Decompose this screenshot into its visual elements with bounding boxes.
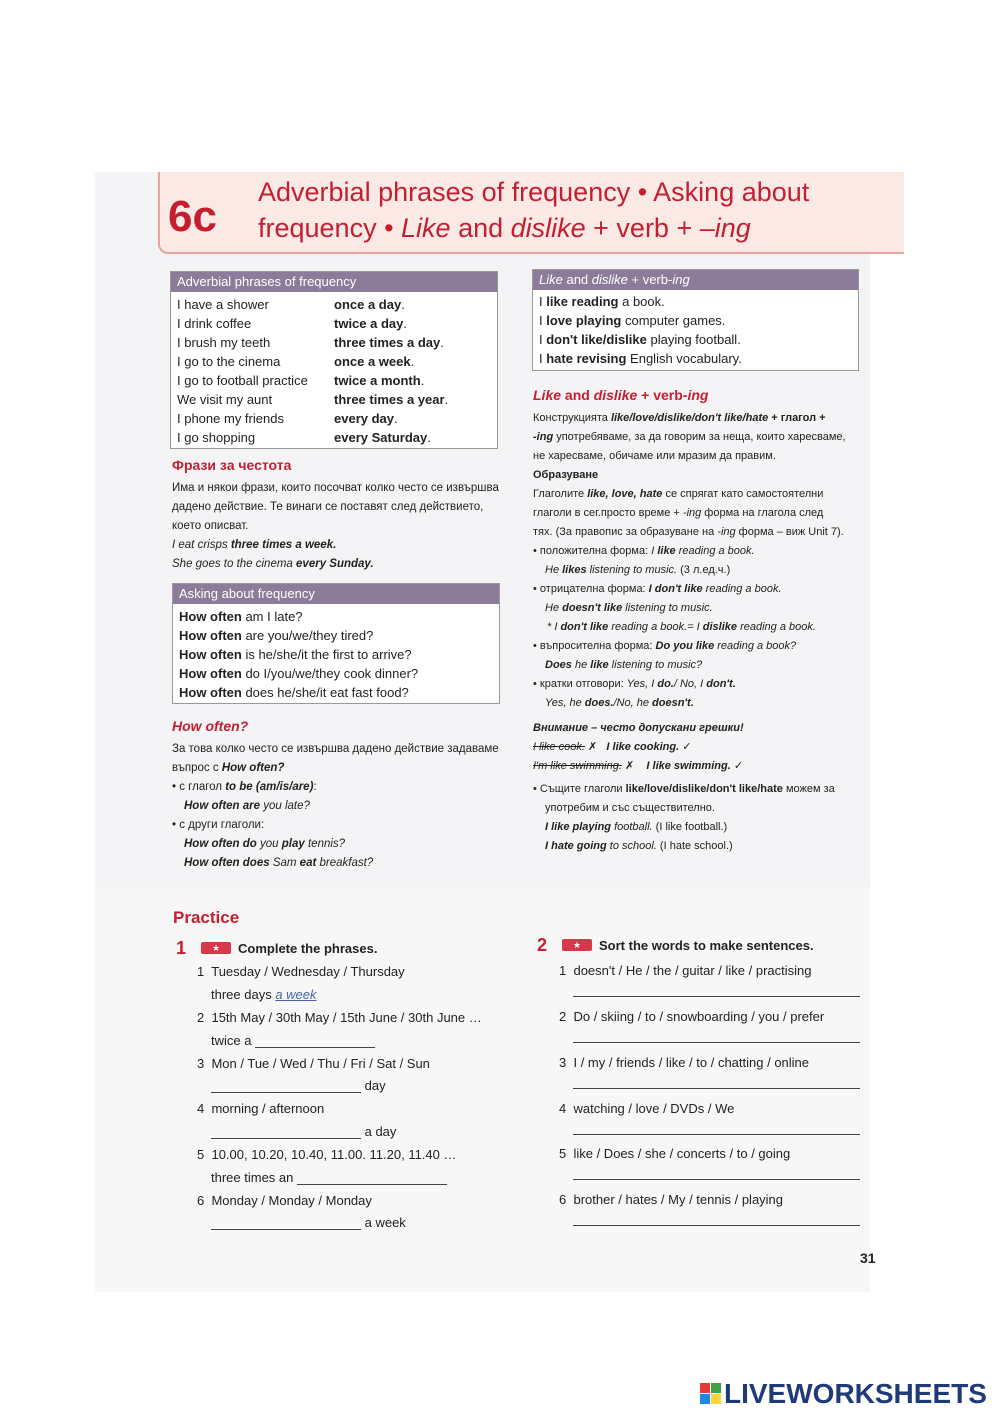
row-text: I brush my teeth: [177, 335, 271, 350]
item-number: 2: [197, 1010, 205, 1025]
title-line-2: [258, 210, 809, 246]
exercise-1-answer: [211, 1033, 375, 1048]
row-end: .: [410, 354, 415, 369]
example-line: [172, 536, 502, 555]
how-often: How often: [179, 609, 242, 624]
how-often: How often: [179, 685, 242, 700]
row-end: .: [420, 373, 425, 388]
text-part: he: [571, 659, 591, 671]
row-text: I: [539, 294, 547, 309]
text-part: глаголи в сег.просто време +: [533, 507, 683, 519]
how-often-text: [172, 740, 512, 873]
text-part: (3 л.ед.ч.): [677, 564, 731, 576]
page-number: 31: [860, 1250, 876, 1266]
item-number: 4: [197, 1101, 205, 1116]
like-section-title: [533, 387, 708, 403]
text-line: дадено действие. Те винаги се поставят след действието,: [172, 501, 484, 513]
example-line: [172, 854, 512, 873]
answer-line[interactable]: [573, 1225, 860, 1226]
exercise-2-item: [559, 1101, 734, 1116]
row-text: I phone my friends: [177, 411, 284, 426]
frequency-box: [170, 271, 498, 449]
text-part: -ing: [533, 431, 554, 443]
frequency-row: [171, 390, 497, 409]
exercise-1-answer: [211, 1078, 386, 1093]
unit-title: [258, 174, 809, 246]
text-part: How often do: [184, 838, 257, 850]
text-part: He: [545, 564, 563, 576]
example-line: [533, 599, 868, 618]
item-question: doesn't / He / the / guitar / like / practising: [573, 963, 812, 978]
like-box: [532, 269, 859, 371]
exercise-1-answer: [211, 1124, 396, 1139]
asking-box: [172, 583, 500, 704]
answer-line[interactable]: [573, 1042, 860, 1043]
title-part: dislike: [593, 387, 638, 403]
frequency-row: [171, 295, 497, 314]
like-row: [533, 292, 858, 311]
text-line: [533, 485, 868, 504]
unit-number: 6c: [168, 192, 217, 241]
text-part: do.: [657, 678, 674, 690]
logo-icon: [700, 1383, 722, 1405]
text-part: Do you like: [655, 640, 715, 652]
frequency-rows: [171, 292, 497, 447]
how-often-title: How often?: [172, 718, 249, 734]
mistake-line: [533, 738, 868, 757]
like-box-heading: [533, 270, 858, 290]
answer-line[interactable]: [573, 1134, 860, 1135]
text-part: eat: [299, 857, 317, 869]
answer-text: a day: [361, 1124, 397, 1139]
how-often: How often: [179, 666, 242, 681]
item-number: 1: [559, 963, 567, 978]
text-part: • Същите глаголи: [533, 783, 626, 795]
text-part: listening to music.: [586, 564, 678, 576]
title-part: + verb +: [585, 213, 700, 243]
example-part: three times a week.: [230, 539, 337, 551]
row-phrase: every Saturday: [334, 430, 428, 445]
text-part: Does: [545, 659, 572, 671]
cross-icon: ✗: [584, 741, 598, 753]
asking-rows: [173, 604, 499, 702]
wrong-example: I'm like swimming.: [533, 760, 622, 772]
exercise-1-item: [197, 1101, 324, 1116]
answer-blank[interactable]: [211, 1079, 361, 1093]
text-part: -ing: [682, 507, 702, 519]
row-text: I go to the cinema: [177, 354, 281, 369]
bullet-line: [533, 542, 868, 561]
liveworksheets-logo[interactable]: [700, 1378, 987, 1410]
text-line: не харесваме, обичаме или мразим да правим.: [533, 450, 776, 462]
text-part: -ing: [717, 526, 736, 538]
answer-text: twice a: [211, 1033, 256, 1048]
row-end: .: [444, 392, 449, 407]
item-question: like / Does / she / concerts / to / going: [573, 1146, 791, 1161]
exercise-1-answer: [211, 1215, 406, 1230]
text-part: How often are: [184, 800, 261, 812]
example-line: [533, 656, 868, 675]
exercise-2-item: [559, 963, 812, 978]
text-part: / No, I: [673, 678, 707, 690]
frequency-row: [171, 428, 497, 447]
row-verb: love playing: [546, 313, 622, 328]
item-question: 10.00, 10.20, 10.40, 11.00. 11.20, 11.40 …: [211, 1147, 457, 1162]
text-part: to be (am/is/are): [225, 781, 314, 793]
text-part: форма – виж Unit 7).: [735, 526, 844, 538]
asking-row: [173, 645, 499, 664]
item-question: Mon / Tue / Wed / Thu / Fri / Sat / Sun: [211, 1056, 430, 1071]
text-part: doesn't.: [652, 697, 694, 709]
frequency-row: [171, 352, 497, 371]
text-part: + глагол +: [768, 412, 826, 424]
item-number: 3: [197, 1056, 205, 1071]
row-phrase: twice a day: [334, 316, 404, 331]
item-question: brother / hates / My / tennis / playing: [573, 1192, 784, 1207]
exercise-1-item: [197, 1056, 430, 1071]
text-part: like: [590, 659, 609, 671]
text-line: [533, 523, 868, 542]
text-part: • отрицателна форма:: [533, 583, 649, 595]
title-part: frequency •: [258, 213, 402, 243]
row-text: playing football.: [646, 332, 741, 347]
text-part: He: [545, 602, 563, 614]
row-text: are you/we/they tired?: [241, 628, 374, 643]
item-number: 1: [197, 964, 205, 979]
text-part: reading a book.: [737, 621, 816, 633]
text-part: tennis?: [304, 838, 346, 850]
exercise-1-item: [197, 964, 405, 979]
item-question: morning / afternoon: [211, 1101, 325, 1116]
item-number: 6: [559, 1192, 567, 1207]
text-part: you: [256, 838, 282, 850]
item-number: 6: [197, 1193, 205, 1208]
row-text: I have a shower: [177, 297, 269, 312]
exercise-2-number: 2: [537, 935, 548, 955]
like-row: [533, 311, 858, 330]
like-section-text: [533, 409, 868, 856]
row-phrase: three times a year: [334, 392, 445, 407]
row-end: .: [403, 316, 407, 331]
row-text: We visit my aunt: [177, 392, 273, 407]
exercise-1-item: [197, 1147, 457, 1162]
row-phrase: once a day: [334, 297, 402, 312]
text-part: does.: [584, 697, 614, 709]
text-part: you late?: [260, 800, 310, 812]
item-question: Do / skiing / to / snowboarding / you / prefer: [573, 1009, 825, 1024]
mistake-line: [533, 757, 868, 776]
bullet-line: [172, 778, 512, 797]
exercise-2-title: Sort the words to make sentences.: [599, 938, 814, 953]
title-part: ing: [687, 387, 709, 403]
star-icon: ★: [201, 942, 231, 954]
item-number: 2: [559, 1009, 567, 1024]
row-phrase: twice a month: [334, 373, 421, 388]
asking-box-heading: Asking about frequency: [173, 584, 499, 604]
heading-part: + verb-: [627, 272, 673, 287]
answer-blank[interactable]: [297, 1171, 447, 1185]
row-text: I: [539, 351, 547, 366]
like-rows: [533, 290, 858, 368]
heading-part: ing: [672, 272, 690, 287]
text-part: reading a book.: [675, 545, 755, 557]
item-question: watching / love / DVDs / We: [573, 1101, 735, 1116]
row-text: English vocabulary.: [626, 351, 742, 366]
text-part: reading a book.: [702, 583, 782, 595]
title-part: and: [450, 213, 511, 243]
practice-title: Practice: [173, 908, 240, 927]
title-part: + verb-: [637, 387, 688, 403]
frequency-row: [171, 409, 497, 428]
item-question: 15th May / 30th May / 15th June / 30th June …: [211, 1010, 482, 1025]
row-text: a book.: [618, 294, 665, 309]
row-text: is he/she/it the first to arrive?: [241, 647, 412, 662]
exercise-2-item: [559, 1055, 809, 1070]
row-text: I go shopping: [177, 430, 256, 445]
frequency-box-heading: Adverbial phrases of frequency: [171, 272, 497, 292]
answer-link[interactable]: a week: [275, 987, 317, 1002]
row-end: .: [394, 411, 398, 426]
text-part: play: [281, 838, 305, 850]
answer-text: day: [361, 1078, 386, 1093]
row-end: .: [401, 297, 405, 312]
row-end: .: [440, 335, 444, 350]
text-part: likes: [562, 564, 587, 576]
text-part: to school.: [606, 840, 657, 852]
text-part: I hate going: [545, 840, 607, 852]
how-often: How often: [179, 628, 242, 643]
example-line: [533, 694, 868, 713]
bullet-line: [533, 580, 868, 599]
example-line: [172, 797, 512, 816]
exercise-1-item: [197, 1010, 482, 1025]
title-part: dislike: [510, 213, 586, 243]
text-part: Yes, I: [626, 678, 658, 690]
frequency-row: [171, 314, 497, 333]
how-often: How often: [179, 647, 242, 662]
star-icon: ★: [562, 939, 592, 951]
heading-part: dislike: [591, 272, 628, 287]
text-part: don't like: [560, 621, 609, 633]
row-text: computer games.: [621, 313, 726, 328]
text-part: listening to music.: [622, 602, 713, 614]
text-part: listening to music?: [608, 659, 703, 671]
example-line: [533, 837, 868, 856]
text-part: • положителна форма:: [533, 545, 652, 557]
text-part: (I like football.): [652, 821, 728, 833]
right-example: I like cooking.: [606, 741, 680, 753]
row-text: I: [539, 332, 547, 347]
example-line: [533, 618, 868, 637]
frequency-row: [171, 371, 497, 390]
example-line: [533, 561, 868, 580]
text-part: форма на глагола след: [701, 507, 824, 519]
bullet-line: • с други глаголи:: [172, 819, 265, 831]
text-line: употребим и със съществително.: [545, 802, 715, 814]
text-part: • въпросителна форма:: [533, 640, 656, 652]
example-part: She goes to the cinema: [172, 558, 297, 570]
text-part: Sam: [269, 857, 300, 869]
exercise-2-item: [559, 1192, 783, 1207]
text-part: reading a book.= I: [608, 621, 703, 633]
text-part: dislike: [702, 621, 738, 633]
text-line: За това колко често се извършва дадено действие задаваме: [172, 743, 499, 755]
exercise-1-title: Complete the phrases.: [238, 941, 378, 956]
right-example: I like swimming.: [646, 760, 731, 772]
row-verb: don't like/dislike: [546, 332, 647, 347]
text-part: можем за: [782, 783, 835, 795]
text-part: • кратки отговори:: [533, 678, 627, 690]
text-part: Глаголите: [533, 488, 588, 500]
item-number: 5: [197, 1147, 205, 1162]
bullet-line: [533, 780, 868, 799]
asking-row: [173, 683, 499, 702]
title-part: Like: [401, 213, 451, 243]
title-part: Like: [533, 387, 562, 403]
text-part: Конструкцията: [533, 412, 611, 424]
example-part: every Sunday.: [296, 558, 374, 570]
example-line: [533, 818, 868, 837]
text-part: (I hate school.): [656, 840, 733, 852]
text-part: How often?: [221, 762, 285, 774]
bullet-line: [533, 637, 868, 656]
text-part: reading a book?: [714, 640, 797, 652]
example-part: I eat crisps: [172, 539, 231, 551]
item-number: 3: [559, 1055, 567, 1070]
exercise-2-item: [559, 1146, 790, 1161]
row-phrase: three times a day: [334, 335, 441, 350]
freq-phrases-title: Фрази за честота: [172, 457, 292, 473]
warning-title: Внимание – често допускани грешки!: [533, 722, 744, 734]
row-verb: like reading: [546, 294, 619, 309]
text-part: How often does: [184, 857, 270, 869]
text-line: [533, 504, 868, 523]
exercise-1-answer: [211, 987, 317, 1002]
example-line: [172, 835, 512, 854]
text-part: :: [313, 781, 317, 793]
text-part: I like playing: [545, 821, 612, 833]
text-part: употребяваме, за да говорим за неща, които харесваме,: [553, 431, 846, 443]
text-part: I: [651, 545, 658, 557]
row-phrase: once a week: [334, 354, 411, 369]
exercise-1-item: [197, 1193, 372, 1208]
form-title: Образуване: [533, 469, 599, 481]
item-number: 4: [559, 1101, 567, 1116]
cross-icon: ✗: [621, 760, 635, 772]
answer-line[interactable]: [573, 996, 860, 997]
text-part: football.: [611, 821, 653, 833]
answer-line[interactable]: [573, 1179, 860, 1180]
text-line: Има и някои фрази, които посочват колко често се извършва: [172, 482, 499, 494]
text-line: [533, 428, 868, 447]
exercise-1-number: 1: [176, 938, 187, 958]
text-part: въпрос с: [172, 762, 222, 774]
answer-blank[interactable]: [211, 1125, 361, 1139]
text-part: like, love, hate: [587, 488, 663, 500]
text-line: [172, 759, 512, 778]
item-number: 5: [559, 1146, 567, 1161]
frequency-row: [171, 333, 497, 352]
text-part: breakfast?: [316, 857, 374, 869]
text-line: което описват.: [172, 520, 249, 532]
check-icon: ✓: [679, 741, 692, 753]
item-question: Tuesday / Wednesday / Thursday: [211, 964, 405, 979]
answer-text: three times an: [211, 1170, 297, 1185]
title-part: and: [561, 387, 594, 403]
text-part: like/love/dislike/don't like/hate: [625, 783, 783, 795]
text-part: се спрягат като самостоятелни: [662, 488, 824, 500]
asking-row: [173, 626, 499, 645]
bullet-line: [533, 675, 868, 694]
wrong-example: I like cook.: [533, 741, 585, 753]
logo-text: LIVEWORKSHEETS: [724, 1378, 987, 1409]
title-line-1: Adverbial phrases of frequency • Asking about: [258, 177, 810, 207]
row-text: I go to football practice: [177, 373, 308, 388]
row-text: am I late?: [241, 609, 303, 624]
asking-row: [173, 664, 499, 683]
row-text: do I/you/we/they cook dinner?: [241, 666, 419, 681]
text-part: I don't like: [648, 583, 703, 595]
text-part: Yes, he: [545, 697, 585, 709]
row-text: does he/she/it eat fast food?: [241, 685, 409, 700]
item-question: Monday / Monday / Monday: [211, 1193, 372, 1208]
heading-part: Like: [539, 272, 563, 287]
text-part: like: [657, 545, 676, 557]
item-question: I / my / friends / like / to / chatting / online: [573, 1055, 810, 1070]
answer-blank[interactable]: [211, 1216, 361, 1230]
like-row: [533, 330, 858, 349]
answer-blank[interactable]: [255, 1034, 375, 1048]
check-icon: ✓: [730, 760, 744, 772]
exercise-2-item: [559, 1009, 824, 1024]
row-end: .: [427, 430, 431, 445]
freq-phrases-text: [172, 479, 502, 574]
row-text: I: [539, 313, 547, 328]
heading-part: and: [562, 272, 592, 287]
exercise-1-answer: [211, 1170, 447, 1185]
like-row: [533, 349, 858, 368]
answer-text: three days: [211, 987, 276, 1002]
text-part: like/love/dislike/don't like/hate: [610, 412, 769, 424]
answer-text: a week: [361, 1215, 406, 1230]
example-line: [172, 555, 502, 574]
text-part: • с глагол: [172, 781, 226, 793]
text-part: /No, he: [613, 697, 653, 709]
title-part: –ing: [699, 213, 751, 243]
row-phrase: every day: [334, 411, 394, 426]
text-part: don't.: [706, 678, 736, 690]
asking-row: [173, 607, 499, 626]
text-line: [533, 409, 868, 428]
row-verb: hate revising: [546, 351, 627, 366]
row-text: I drink coffee: [177, 316, 252, 331]
answer-line[interactable]: [573, 1088, 860, 1089]
text-part: тях. (За правопис за образуване на: [533, 526, 718, 538]
text-part: * I: [547, 621, 561, 633]
text-part: doesn't like: [562, 602, 623, 614]
